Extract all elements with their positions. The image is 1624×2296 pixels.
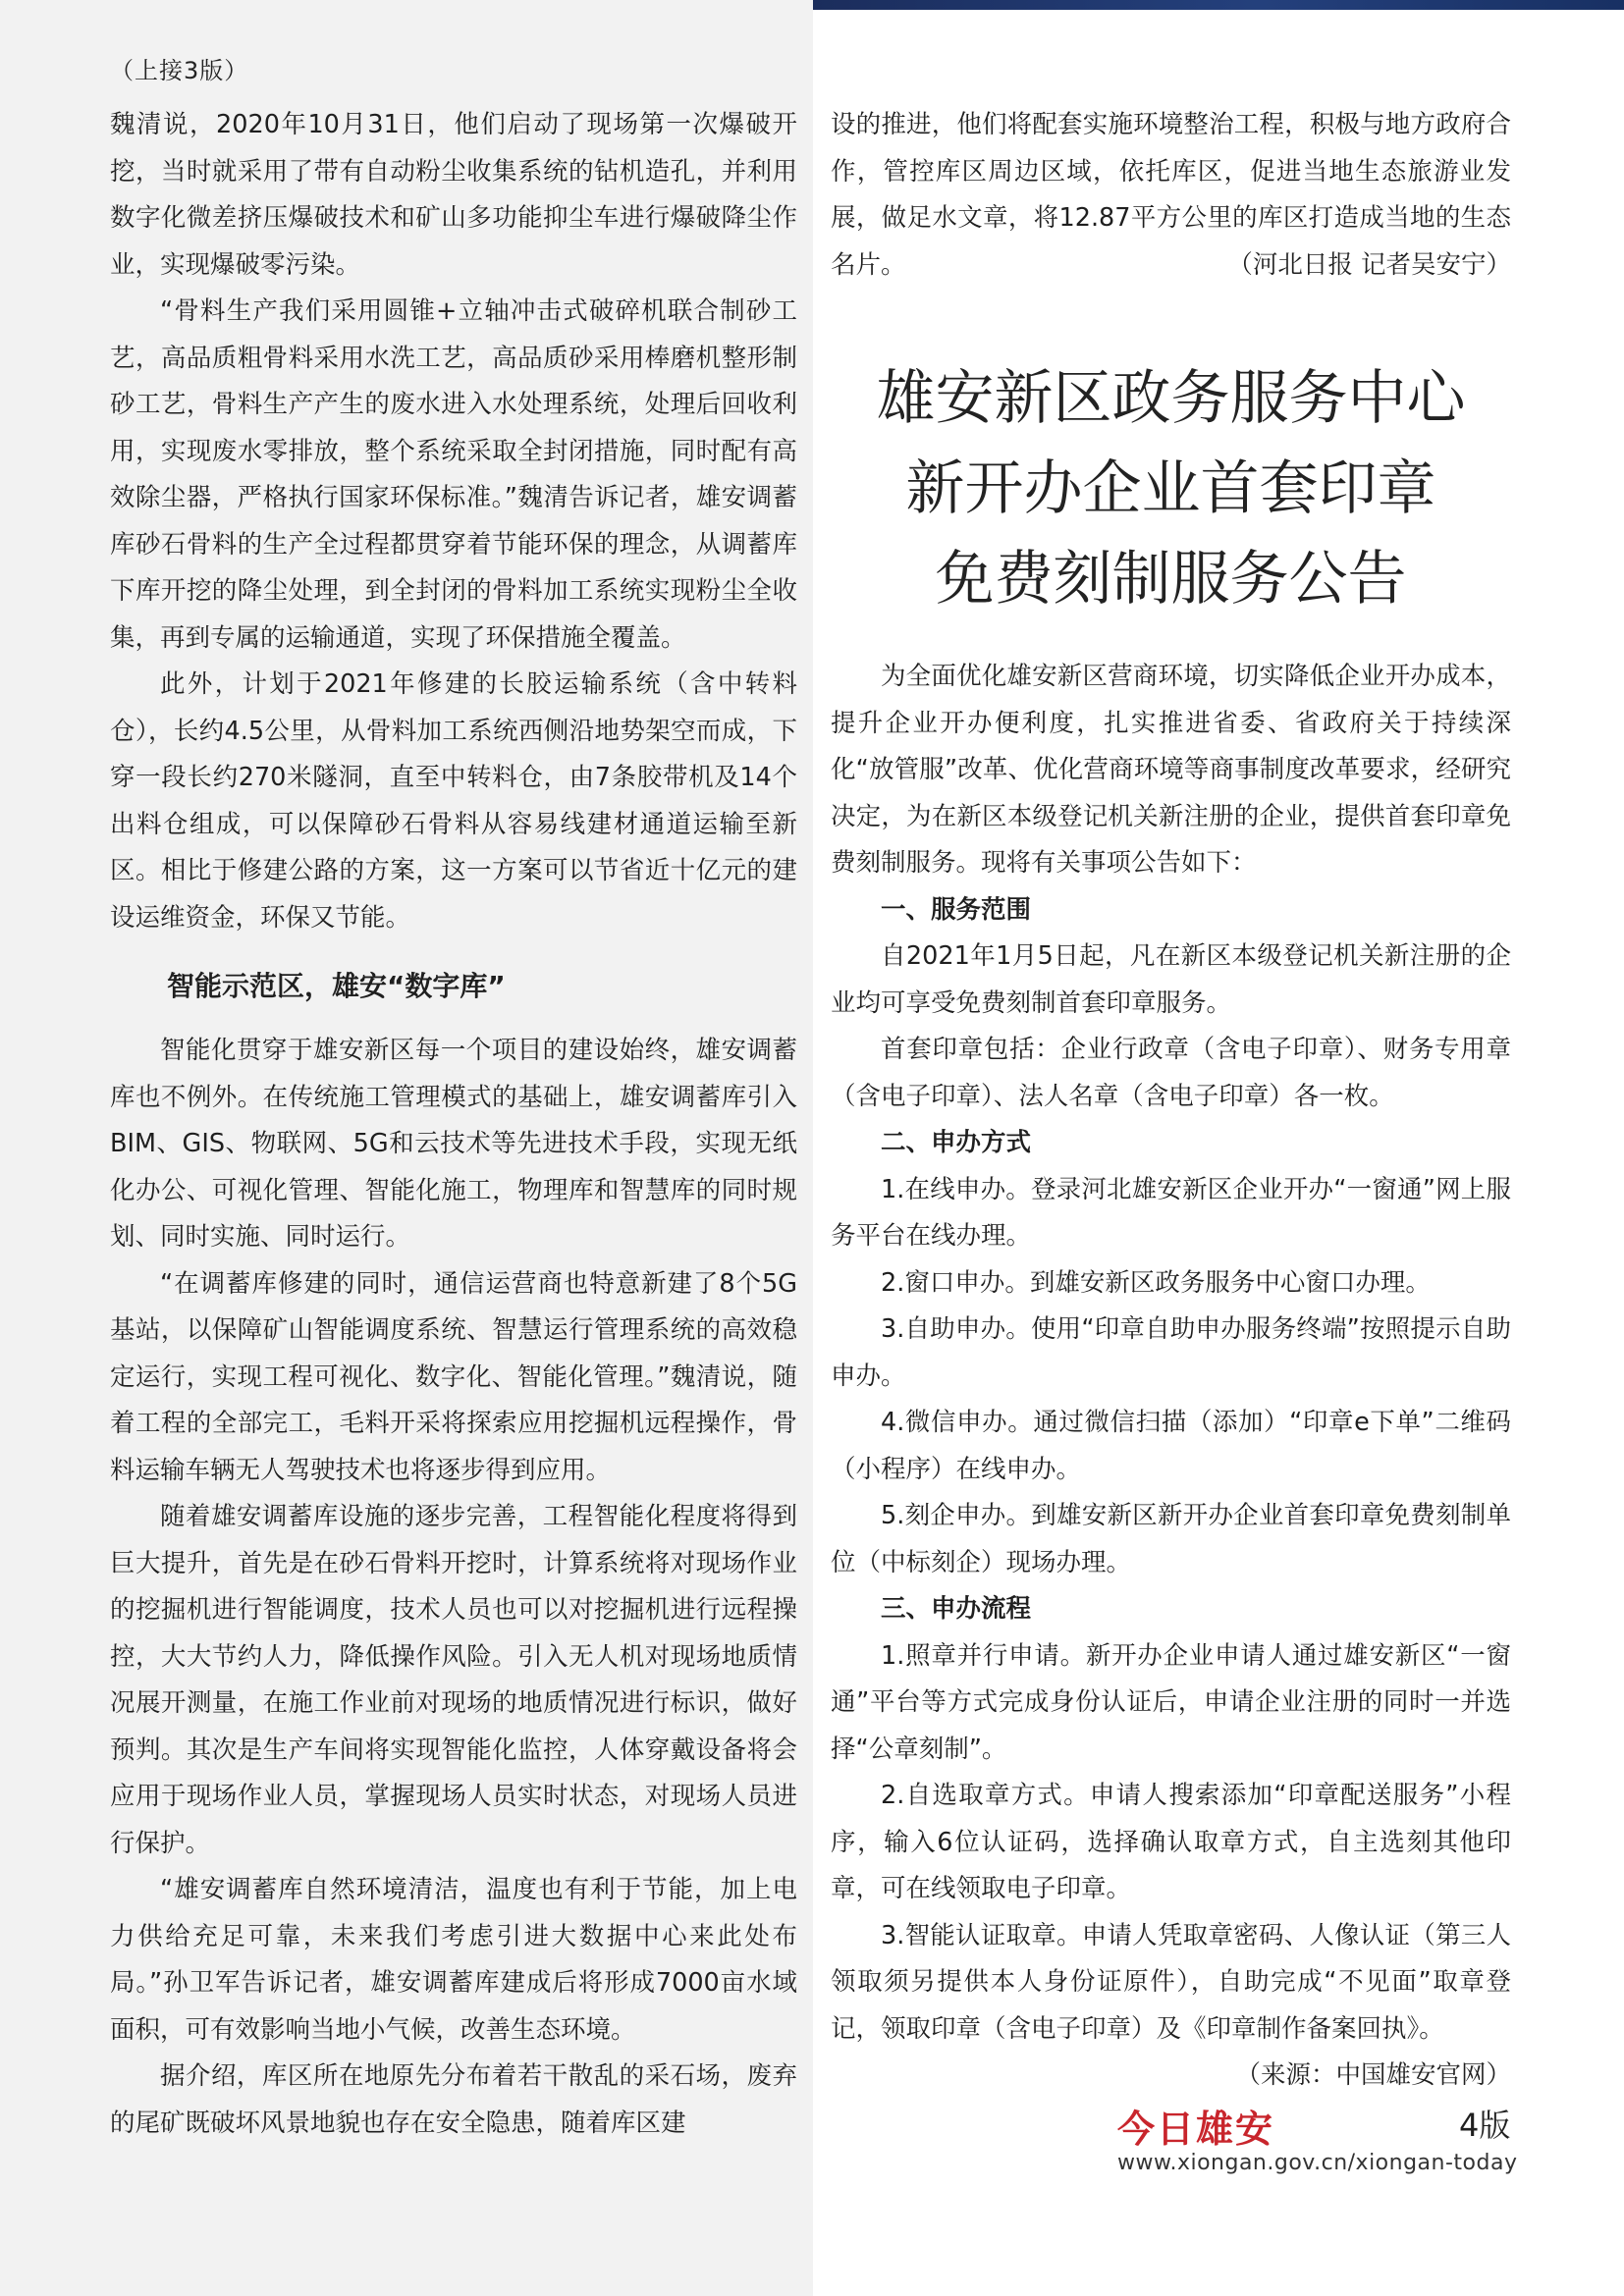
right-article-continuation (831, 102, 1511, 289)
article-paragraph: 魏清说，2020年10月31日，他们启动了现场第一次爆破开挖，当时就采用了带有自动粉尘收集系统的钻机造孔，并利用数字化微差挤压爆破技术和矿山多功能抑尘车进行爆破降尘作业，实现爆破零污染。 (110, 110, 797, 280)
continuation-text: 设的推进，他们将配套实施环境整治工程，积极与地方政府合作，管控库区周边区域，依托库区，促进当地生态旅游业发展，做足水文章，将12.87平方公里的库区打造成当地的生态名片。 (831, 110, 1511, 280)
notice-list-item: 4.微信申办。通过微信扫描（添加）“印章e下单”二维码（小程序）在线申办。 (831, 1408, 1511, 1484)
headline-line: 新开办企业首套印章 (905, 454, 1436, 523)
publication-logo: 今日雄安 (1117, 2107, 1275, 2151)
article-byline: （河北日报 记者吴安宁） (1227, 249, 1511, 280)
article-paragraph (831, 102, 1511, 289)
top-accent-bar (813, 0, 1624, 10)
section-title: 一、服务范围 (881, 894, 1032, 925)
article-paragraph: 据介绍，库区所在地原先分布着若干散乱的采石场，废弃的尾矿既破坏风景地貌也存在安全隐患，随着库区建 (110, 2061, 797, 2138)
headline-line: 免费刻制服务公告 (935, 545, 1407, 614)
notice-list-text: 3.智能认证取章。申请人凭取章密码、人像认证（第三人领取须另提供本人身份证原件），自助完成“不见面”取章登记，领取印章（含电子印章）及《印章制作备案回执》。 (831, 1920, 1511, 2044)
notice-list-item: 2.窗口申办。到雄安新区政务服务中心窗口办理。 (881, 1267, 1431, 1298)
publication-url: www.xiongan.gov.cn/xiongan-today (1117, 2151, 1518, 2175)
notice-list-item: 1.照章并行申请。新开办企业申请人通过雄安新区“一窗通”平台等方式完成身份认证后，申请企业注册的同时一并选择“公章刻制”。 (831, 1640, 1511, 1764)
notice-list-item (831, 1913, 1511, 2090)
article-paragraph: “骨料生产我们采用圆锥+立轴冲击式破碎机联合制砂工艺，高品质粗骨料采用水洗工艺，高品质砂采用棒磨机整形制砂工艺，骨料生产产生的废水进入水处理系统，处理后回收利用，实现废水零排放，整个系统采取全封闭措施，同时配有高效除尘器，严格执行国家环保标准。”魏清告诉记者，雄安调蓄库砂石骨料的生产全过程都贯穿着节能环保的理念，从调蓄库下库开挖的降尘处理，到全封闭的骨料加工系统实现粉尘全收集，再到专属的运输通道，实现了环保措施全覆盖。 (110, 296, 797, 653)
notice-list-item: 1.在线申办。登录河北雄安新区企业开办“一窗通”网上服务平台在线办理。 (831, 1174, 1511, 1251)
article-paragraph: “雄安调蓄库自然环境清洁，温度也有利于节能，加上电力供给充足可靠，未来我们考虑引进大数据中心来此处布局。”孙卫军告诉记者，雄安调蓄库建成后将形成7000亩水域面积，可有效影响当地小气候，改善生态环境。 (110, 1875, 797, 2045)
left-article-column (110, 102, 797, 2147)
continued-from-note: （上接3版） (110, 57, 249, 84)
section-title: 二、申办方式 (881, 1128, 1032, 1157)
article-paragraph: 此外，计划于2021年修建的长胶运输系统（含中转料仓），长约4.5公里，从骨料加工系统西侧沿地势架空而成，下穿一段长约270米隧洞，直至中转料仓，由7条胶带机及14个出料仓组成，可以保障砂石骨料从容易线建材通道运输至新区。相比于修建公路的方案，这一方案可以节省近十亿元的建设运维资金，环保又节能。 (110, 669, 797, 933)
notice-source: （来源：中国雄安官网） (1235, 2060, 1511, 2090)
section-title: 三、申办流程 (881, 1594, 1032, 1624)
article-paragraph: 随着雄安调蓄库设施的逐步完善，工程智能化程度将得到巨大提升，首先是在砂石骨料开挖时，计算系统将对现场作业的挖掘机进行智能调度，技术人员也可以对挖掘机进行远程操控，大大节约人力，降低操作风险。引入无人机对现场地质情况展开测量，在施工作业前对现场的地质情况进行标识，做好预判。其次是生产车间将实现智能化监控，人体穿戴设备将会应用于现场作业人员，掌握现场人员实时状态，对现场人员进行保护。 (110, 1502, 797, 1858)
notice-list-item: 2.自选取章方式。申请人搜索添加“印章配送服务”小程序，输入6位认证码，选择确认取章方式，自主选刻其他印章，可在线领取电子印章。 (831, 1781, 1511, 1903)
article-paragraph: 智能化贯穿于雄安新区每一个项目的建设始终，雄安调蓄库也不例外。在传统施工管理模式的基础上，雄安调蓄库引入BIM、GIS、物联网、5G和云技术等先进技术手段，实现无纸化办公、可视化管理、智能化施工，物理库和智慧库的同时规划、同时实施、同时运行。 (110, 1036, 797, 1252)
notice-paragraph: 自2021年1月5日起，凡在新区本级登记机关新注册的企业均可享受免费刻制首套印章服务。 (831, 941, 1511, 1018)
notice-body (831, 654, 1511, 2100)
page-number: 4版 (1459, 2107, 1511, 2144)
article-paragraph: “在调蓄库修建的同时，通信运营商也特意新建了8个5G基站，以保障矿山智能调度系统、智慧运行管理系统的高效稳定运行，实现工程可视化、数字化、智能化管理。”魏清说，随着工程的全部完工，毛料开采将探索应用挖掘机远程操作，骨料运输车辆无人驾驶技术也将逐步得到应用。 (110, 1268, 797, 1485)
notice-list-item: 3.自助申办。使用“印章自助申办服务终端”按照提示自助申办。 (831, 1314, 1511, 1391)
notice-headline (831, 353, 1511, 624)
notice-list-item: 5.刻企申办。到雄安新区新开办企业首套印章免费刻制单位（中标刻企）现场办理。 (831, 1501, 1511, 1577)
headline-line: 雄安新区政务服务中心 (876, 364, 1466, 433)
section-subheading: 智能示范区，雄安“数字库” (167, 970, 506, 1002)
notice-paragraph: 首套印章包括：企业行政章（含电子印章）、财务专用章（含电子印章）、法人名章（含电子印章）各一枚。 (831, 1035, 1511, 1111)
notice-intro: 为全面优化雄安新区营商环境，切实降低企业开办成本，提升企业开办便利度，扎实推进省委、省政府关于持续深化“放管服”改革、优化营商环境等商事制度改革要求，经研究决定，为在新区本级登记机关新注册的企业，提供首套印章免费刻制服务。现将有关事项公告如下： (831, 662, 1511, 878)
